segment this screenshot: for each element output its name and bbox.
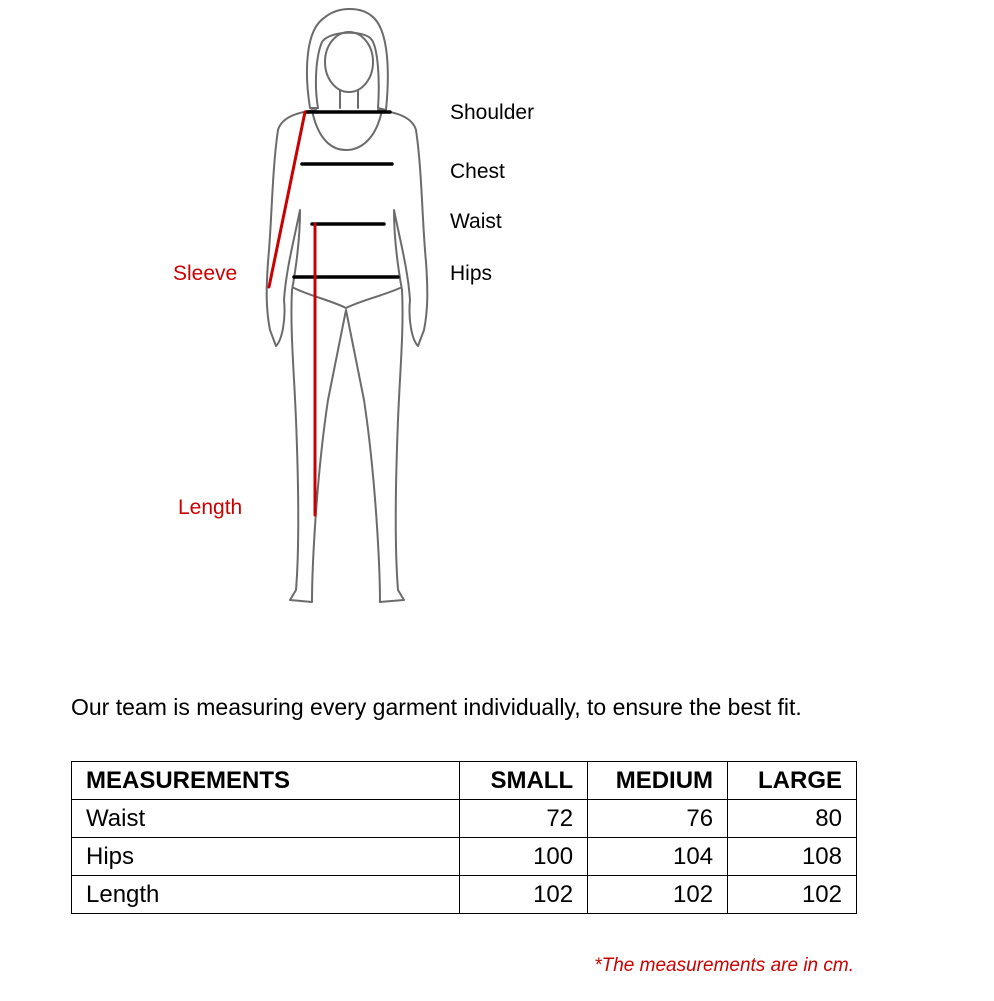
hips-label: Hips [450,262,493,285]
table-header-row [72,762,857,800]
header-medium: MEDIUM [588,762,728,800]
sleeve-label: Sleeve [173,262,238,285]
table-row [72,800,857,838]
cell-large: 102 [728,876,857,914]
table-row [72,838,857,876]
cell-medium: 104 [588,838,728,876]
length-label: Length [178,496,243,519]
chest-label: Chest [450,160,505,183]
row-label: Length [72,876,460,914]
sleeve-line [269,112,305,287]
face-outline [325,32,373,92]
cell-medium: 76 [588,800,728,838]
table-row [72,876,857,914]
intro-text: Our team is measuring every garment individually, to ensure the best fit. [71,694,802,720]
cell-small: 102 [460,876,588,914]
cell-small: 100 [460,838,588,876]
row-label: Hips [72,838,460,876]
cell-large: 108 [728,838,857,876]
shoulder-label: Shoulder [450,101,535,124]
header-small: SMALL [460,762,588,800]
cell-small: 72 [460,800,588,838]
bra-outline [312,110,382,150]
waist-label: Waist [450,210,502,233]
cell-medium: 102 [588,876,728,914]
row-label: Waist [72,800,460,838]
header-large: LARGE [728,762,857,800]
units-note: *The measurements are in cm. [594,955,854,976]
underwear-outline [294,288,400,308]
cell-large: 80 [728,800,857,838]
hair-outline [307,9,388,110]
size-chart-table [71,761,857,914]
header-measurements: MEASUREMENTS [72,762,460,800]
